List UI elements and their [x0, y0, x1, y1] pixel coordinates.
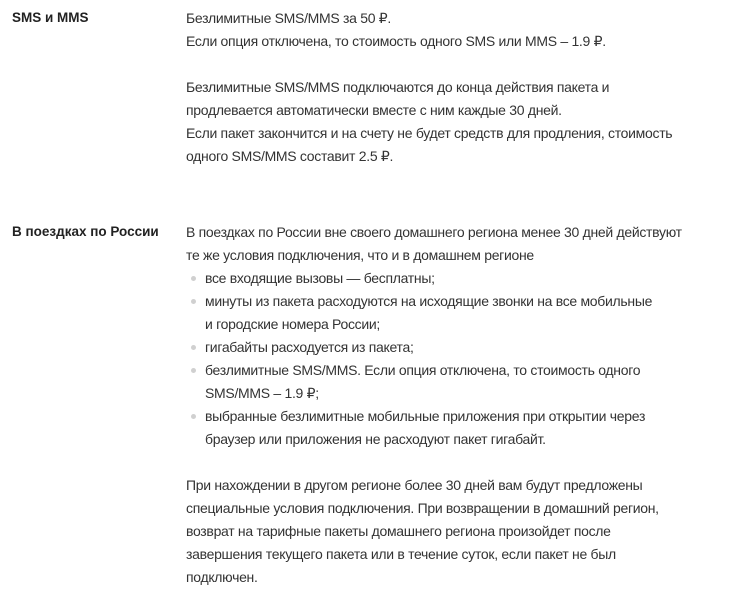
list-item — [186, 336, 682, 359]
text-line: SMS/MMS – 1.9 ₽; — [205, 385, 319, 401]
paragraph — [186, 474, 682, 589]
section-content — [186, 221, 682, 589]
paragraph — [186, 221, 682, 267]
text-line: и городские номера России; — [205, 316, 380, 332]
section-label: SMS и MMS — [12, 10, 89, 25]
text-line: все входящие вызовы — бесплатны; — [205, 270, 435, 286]
text-line: минуты из пакета расходуются на исходящие звонки на все мобильные — [205, 293, 653, 309]
text-line: При нахождении в другом регионе более 30 дней вам будут предложены — [186, 477, 643, 493]
text-line: Безлимитные SMS/MMS за 50 ₽. — [186, 10, 391, 26]
list-item — [186, 290, 682, 336]
text-line: безлимитные SMS/MMS. Если опция отключена, то стоимость одного — [205, 362, 641, 378]
text-line: Если опция отключена, то стоимость одного SMS или MMS – 1.9 ₽. — [186, 33, 606, 49]
section-label: В поездках по России — [12, 224, 159, 239]
text-line: браузер или приложения не расходуют пакет гигабайт. — [205, 431, 546, 447]
text-line: подключен. — [186, 569, 258, 585]
bullet-list — [186, 267, 682, 451]
text-line: завершения текущего пакета или в течение суток, если пакет не был — [186, 546, 616, 562]
text-line: Если пакет закончится и на счету не будет средств для продления, стоимость — [186, 125, 673, 141]
list-item — [186, 267, 682, 290]
paragraph — [186, 76, 672, 168]
text-line: одного SMS/MMS составит 2.5 ₽. — [186, 148, 394, 164]
text-line: возврат на тарифные пакеты домашнего региона произойдет после — [186, 523, 611, 539]
text-line: продлевается автоматически вместе с ним каждые 30 дней. — [186, 102, 562, 118]
section-content — [186, 7, 672, 168]
text-line: Безлимитные SMS/MMS подключаются до конца действия пакета и — [186, 79, 610, 95]
text-line: те же условия подключения, что и в домашнем регионе — [186, 247, 534, 263]
text-line: В поездках по России вне своего домашнего региона менее 30 дней действуют — [186, 224, 682, 240]
paragraph — [186, 7, 672, 53]
text-line: специальные условия подключения. При возвращении в домашний регион, — [186, 500, 659, 516]
list-item — [186, 405, 682, 451]
list-item — [186, 359, 682, 405]
text-line: выбранные безлимитные мобильные приложения при открытии через — [205, 408, 646, 424]
text-line: гигабайты расходуется из пакета; — [205, 339, 414, 355]
